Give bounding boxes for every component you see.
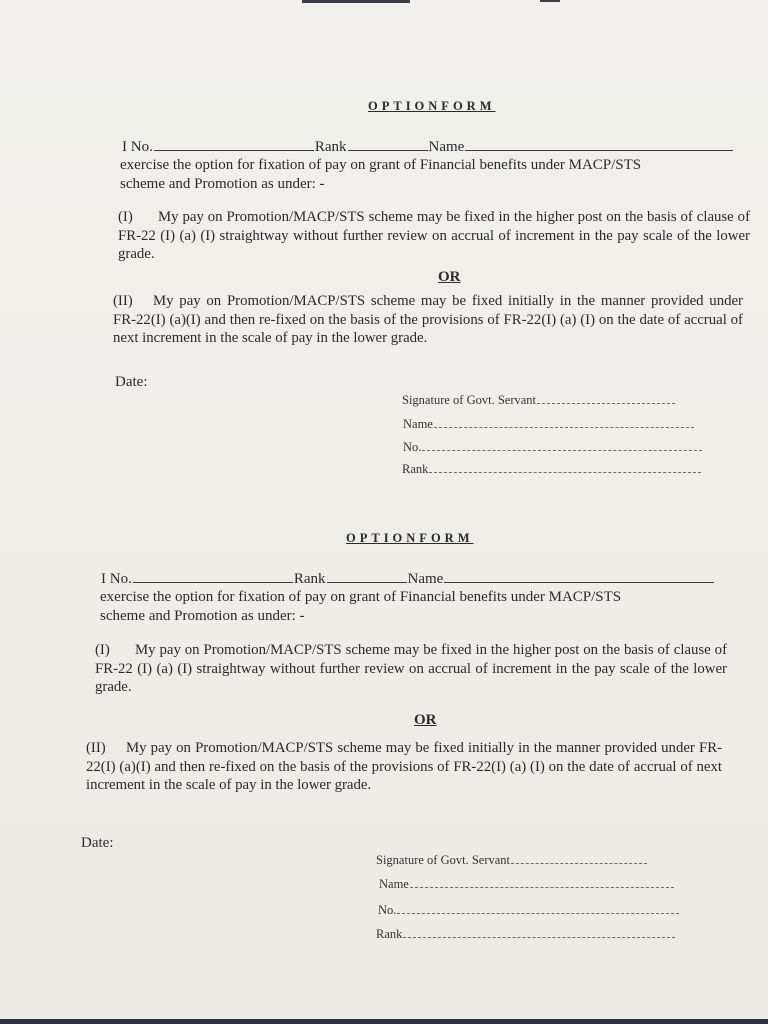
option-1-marker: (I): [118, 209, 133, 225]
intro-line-2: scheme and Promotion as under: -: [100, 608, 305, 624]
date-label: Date:: [81, 835, 114, 851]
signature-row: [376, 853, 648, 868]
service-no-label: I No.: [101, 571, 132, 587]
option-1-marker: (I): [95, 642, 110, 658]
intro-line: exercise the option for fixation of pay on grant of Financial benefits under MACP/STS: [120, 157, 642, 173]
sig-no-field[interactable]: [397, 912, 679, 914]
service-no-field[interactable]: [154, 149, 314, 151]
option-1-text: My pay on Promotion/MACP/STS scheme may be fixed in the higher post on the basis of clause of FR-22 (I) (a) (I) straightway without further review on accrual of increment in the pay scale of the lower grade.: [118, 209, 750, 262]
sig-name-row: [403, 417, 695, 432]
sig-rank-row: [376, 927, 676, 942]
identity-row: [101, 571, 715, 588]
or-separator: OR: [438, 269, 461, 285]
sig-rank-field[interactable]: [429, 471, 701, 473]
scan-edge-mark: [302, 0, 410, 3]
signature-label: Signature of Govt. Servant: [376, 853, 511, 867]
sig-name-field[interactable]: [410, 886, 674, 888]
sig-rank-row: [402, 462, 702, 477]
intro-line-2: scheme and Promotion as under: -: [120, 176, 325, 192]
option-2-text: My pay on Promotion/MACP/STS scheme may be fixed initially in the manner provided under FR-22(I) (a)(I) and then re-fixed on the basis of the provisions of FR-22(I) (a) (I) on the date of accrual of next increment in the scale of pay in the lower grade.: [86, 740, 722, 793]
scan-bottom-edge: [0, 1019, 768, 1024]
option-2-paragraph: [86, 739, 722, 795]
signature-row: [402, 393, 676, 408]
signature-label: Signature of Govt. Servant: [402, 393, 537, 407]
sig-no-field[interactable]: [422, 449, 702, 451]
name-label: Name: [428, 139, 465, 155]
service-no-label: I No.: [122, 139, 153, 155]
form-title: OPTIONFORM: [368, 99, 496, 113]
identity-row: [122, 139, 734, 156]
name-field[interactable]: [444, 581, 714, 583]
sig-name-label: Name: [379, 877, 409, 891]
service-no-field[interactable]: [133, 581, 293, 583]
scan-edge-mark: [540, 0, 560, 2]
sig-no-row: [378, 903, 680, 918]
form-title: OPTIONFORM: [346, 531, 474, 545]
sig-no-label: No.: [378, 903, 397, 917]
option-1-text: My pay on Promotion/MACP/STS scheme may be fixed in the higher post on the basis of clause of FR-22 (I) (a) (I) straightway without further review on accrual of increment in the pay scale of the lower grade.: [95, 642, 727, 695]
name-field[interactable]: [465, 149, 733, 151]
intro-line: exercise the option for fixation of pay on grant of Financial benefits under MACP/STS: [100, 589, 622, 605]
rank-field[interactable]: [327, 581, 407, 583]
sig-rank-label: Rank: [402, 462, 429, 476]
signature-field[interactable]: [537, 402, 675, 404]
option-2-marker: (II): [113, 293, 133, 309]
sig-name-row: [379, 877, 675, 892]
or-separator: OR: [414, 712, 437, 728]
sig-no-label: No.: [403, 440, 422, 454]
sig-rank-label: Rank: [376, 927, 403, 941]
option-2-text: My pay on Promotion/MACP/STS scheme may be fixed initially in the manner provided under FR-22(I) (a)(I) and then re-fixed on the basis of the provisions of FR-22(I) (a) (I) on the date of accrual of next increment in the scale of pay in the lower grade.: [113, 293, 743, 346]
sig-no-row: [403, 440, 703, 455]
date-label: Date:: [115, 374, 148, 390]
rank-label: Rank: [293, 571, 326, 587]
signature-field[interactable]: [511, 862, 647, 864]
name-label: Name: [407, 571, 444, 587]
option-2-paragraph: [113, 292, 743, 348]
option-1-paragraph: [118, 208, 750, 264]
rank-label: Rank: [314, 139, 347, 155]
sig-name-label: Name: [403, 417, 433, 431]
option-2-marker: (II): [86, 740, 106, 756]
rank-field[interactable]: [348, 149, 428, 151]
option-1-paragraph: [95, 641, 727, 697]
sig-rank-field[interactable]: [403, 936, 675, 938]
sig-name-field[interactable]: [434, 426, 694, 428]
